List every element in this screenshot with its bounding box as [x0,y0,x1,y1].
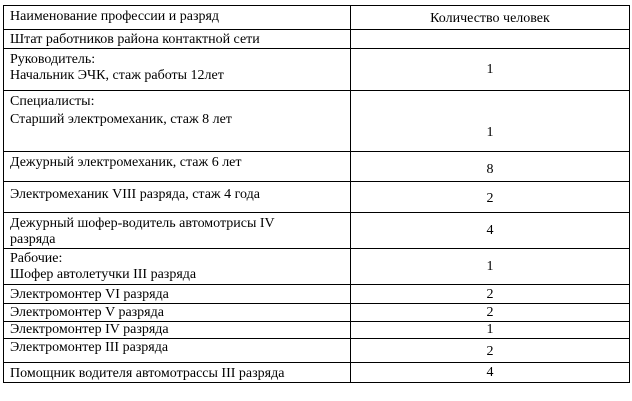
profession-cell [4,249,351,285]
table-row [4,363,630,383]
profession-cell [4,49,351,91]
profession-cell: Дежурный электромеханик, стаж 6 лет [4,152,351,182]
profession-category: Руководитель: [10,52,96,67]
profession-name-cont: разряда [10,232,56,247]
table-row [4,304,630,322]
count-cell: 1 [351,91,630,152]
profession-cell [4,91,351,152]
count-cell: 8 [351,152,630,182]
header-row [4,6,630,30]
profession-name: Шофер автолетучки III разряда [10,267,197,282]
count-cell: 1 [351,322,630,339]
table-row [4,285,630,304]
profession-cell: Электромонтер V разряда [4,304,351,322]
count-cell: 1 [351,249,630,285]
profession-name: Дежурный шофер-водитель автомотрисы IV [10,216,275,231]
count-cell: 4 [351,363,630,383]
count-cell: 2 [351,285,630,304]
count-cell: 2 [351,339,630,363]
table-row [4,152,630,182]
table-row [4,49,630,91]
section-row [4,30,630,49]
profession-cell: Электромеханик VIII разряда, стаж 4 года [4,182,351,213]
header-profession: Наименование профессии и разряд [4,6,351,30]
profession-cell [4,213,351,249]
profession-category: Специалисты: [10,94,95,109]
staff-table [3,5,630,383]
count-cell: 2 [351,182,630,213]
table-row [4,182,630,213]
count-cell: 4 [351,213,630,249]
table-row [4,213,630,249]
profession-cell: Электромонтер IV разряда [4,322,351,339]
profession-name: Старший электромеханик, стаж 8 лет [10,112,232,127]
table-row [4,322,630,339]
count-cell: 2 [351,304,630,322]
staff-table-wrapper [3,5,630,383]
count-cell: 1 [351,49,630,91]
table-row [4,249,630,285]
profession-category: Рабочие: [10,251,63,266]
table-row [4,91,630,152]
profession-cell: Помощник водителя автомотрассы III разряда [4,363,351,383]
table-row [4,339,630,363]
profession-cell: Электромонтер VI разряда [4,285,351,304]
profession-name: Начальник ЭЧК, стаж работы 12лет [10,68,224,83]
header-count: Количество человек [351,6,630,30]
section-title: Штат работников района контактной сети [4,30,351,49]
profession-cell: Электромонтер III разряда [4,339,351,363]
section-count-empty [351,30,630,49]
